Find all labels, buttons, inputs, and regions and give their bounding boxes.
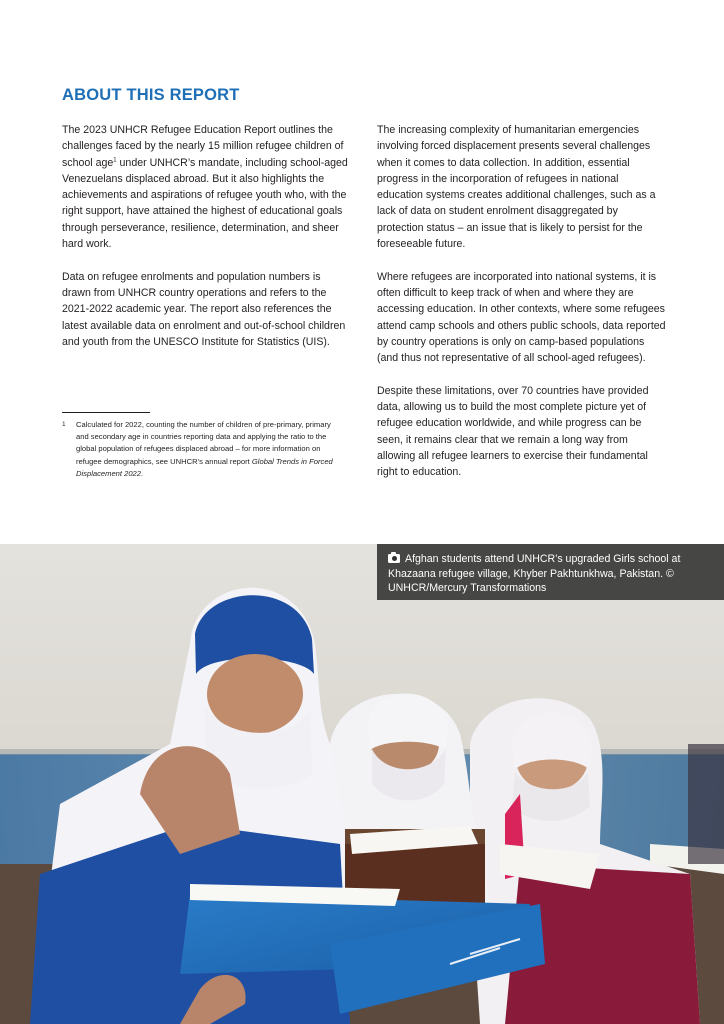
right-column — [377, 122, 667, 481]
left-paragraph-1-text-b: under UNHCR’s mandate, including school-aged Venezuelans displaced abroad. But it also highlights the achievements and aspirations of refugee youth who, with the right support, have attained the highest of educational goals through perseverance, resilience, determination, and sheer hard work. — [62, 156, 348, 251]
left-paragraph-1 — [62, 122, 350, 252]
footnote-number: 1 — [62, 421, 66, 428]
left-column — [62, 122, 350, 350]
footnote-report-title: Global Trends in Forced Displacement 2022 — [76, 456, 333, 478]
right-paragraph-1: The increasing complexity of humanitarian emergencies involving forced displacement presents several challenges when it comes to data collection. In addition, essential progress in the incorporation of refugees in national education systems creates additional challenges, such as a lack of data on student enrolment disaggregated by protection status – an issue that is likely to persist for the foreseeable future. — [377, 124, 656, 251]
footnote-divider — [62, 412, 150, 413]
photo-caption — [377, 544, 724, 600]
left-paragraph-1-text-a: The 2023 UNHCR Refugee Education Report outlines the challenges faced by the nearly 15 million refugee children of school age — [62, 124, 344, 169]
photo-illustration — [0, 544, 724, 1024]
left-paragraph-2: Data on refugee enrolments and population numbers is drawn from UNHCR country operations and refers to the 2021-2022 academic year. The report also references the latest available data on enrolment and out-of-school children and youth from the UNESCO Institute for Statistics (UIS). — [62, 270, 346, 348]
footnote-text-b: . — [141, 468, 144, 478]
footnote-text — [62, 419, 344, 480]
footnote — [62, 419, 344, 480]
right-paragraph-3: Despite these limitations, over 70 countries have provided data, allowing us to build the most complete picture yet of refugee education worldwide, and while progress can be seen, it remains clear that we remain a long way from allowing all refugee learners to exercise their fundamental right to education. — [377, 384, 649, 479]
footnote-text-a: Calculated for 2022, counting the number of children of pre-primary, primary and secondary age in countries reporting data and applying the ratio to the global population of refugees displaced abroad – for more information on refugee demographics, see UNHCR’s annual report — [76, 420, 331, 466]
classroom-photo — [0, 544, 724, 1024]
camera-icon — [388, 554, 400, 563]
photo-caption-text: Afghan students attend UNHCR’s upgraded Girls school at Khazaana refugee village, Khyber Pakhtunkhwa, Pakistan. © UNHCR/Mercury Transformations — [388, 553, 681, 595]
right-paragraph-2: Where refugees are incorporated into national systems, it is often difficult to keep track of when and where they are accessing education. In other contexts, where some refugees attend camp schools and others public schools, data reported by country operations is only on camp-based populations (and thus not representative of all school-aged refugees). — [377, 270, 666, 365]
footnote-ref[interactable]: 1 — [113, 157, 117, 164]
section-heading: ABOUT THIS REPORT — [62, 86, 240, 104]
